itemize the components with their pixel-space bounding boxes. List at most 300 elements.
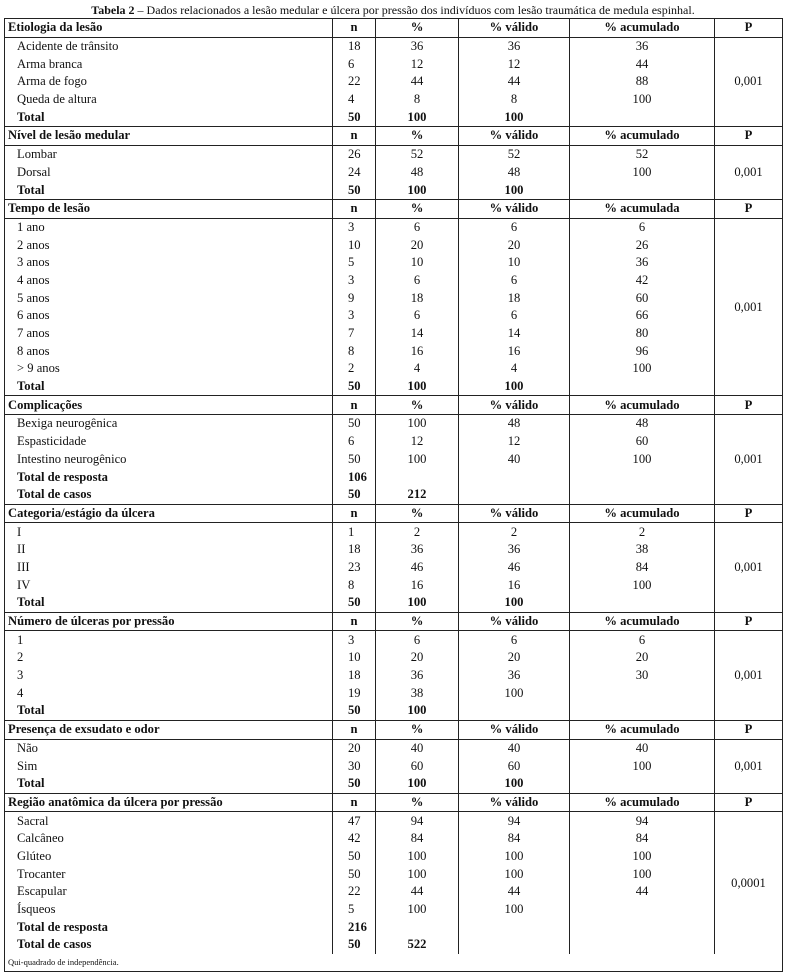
cell-pct: 8 [376, 91, 459, 109]
column-header: n [333, 504, 376, 523]
column-header: % acumulado [570, 127, 715, 146]
column-header: n [333, 199, 376, 218]
column-header: n [333, 19, 376, 38]
cell-valid [459, 936, 570, 954]
column-header: % válido [459, 396, 570, 415]
section-header [5, 504, 783, 523]
row-label: 2 anos [5, 236, 333, 254]
row-label: Lombar [5, 145, 333, 163]
cell-n: 50 [333, 378, 376, 396]
cell-valid [459, 702, 570, 720]
table-row [5, 667, 783, 685]
column-header: % acumulado [570, 720, 715, 739]
cell-cum: 60 [570, 289, 715, 307]
cell-n: 22 [333, 73, 376, 91]
section-title: Nível de lesão medular [5, 127, 333, 146]
table-row [5, 289, 783, 307]
section-header [5, 396, 783, 415]
cell-n: 50 [333, 486, 376, 504]
cell-cum: 42 [570, 272, 715, 290]
cell-n: 216 [333, 918, 376, 936]
cell-valid: 100 [459, 684, 570, 702]
p-value: 0,001 [715, 37, 783, 126]
cell-cum: 80 [570, 325, 715, 343]
cell-n: 9 [333, 289, 376, 307]
cell-valid: 84 [459, 830, 570, 848]
cell-pct: 94 [376, 812, 459, 830]
row-label: Calcâneo [5, 830, 333, 848]
cell-valid: 6 [459, 307, 570, 325]
section-title: Etiologia da lesão [5, 19, 333, 38]
cell-n: 18 [333, 667, 376, 685]
cell-pct: 20 [376, 649, 459, 667]
cell-n: 50 [333, 594, 376, 612]
cell-pct [376, 918, 459, 936]
cell-valid: 100 [459, 901, 570, 919]
cell-n: 50 [333, 108, 376, 126]
cell-cum [570, 468, 715, 486]
column-header: P [715, 19, 783, 38]
cell-pct: 100 [376, 901, 459, 919]
cell-n: 47 [333, 812, 376, 830]
table-row [5, 468, 783, 486]
cell-pct: 84 [376, 830, 459, 848]
cell-pct: 44 [376, 73, 459, 91]
cell-pct: 100 [376, 865, 459, 883]
cell-valid: 18 [459, 289, 570, 307]
row-label: Intestino neurogênico [5, 451, 333, 469]
cell-n: 50 [333, 936, 376, 954]
cell-valid: 14 [459, 325, 570, 343]
row-label: Escapular [5, 883, 333, 901]
cell-n: 20 [333, 739, 376, 757]
cell-valid: 12 [459, 55, 570, 73]
column-header: n [333, 127, 376, 146]
row-label: 2 [5, 649, 333, 667]
row-label: 1 [5, 631, 333, 649]
section-title: Número de úlceras por pressão [5, 612, 333, 631]
row-label: 7 anos [5, 325, 333, 343]
cell-valid: 20 [459, 649, 570, 667]
cell-valid: 16 [459, 342, 570, 360]
column-header: % [376, 612, 459, 631]
cell-n: 50 [333, 775, 376, 793]
cell-n: 23 [333, 559, 376, 577]
cell-cum [570, 901, 715, 919]
table-row [5, 451, 783, 469]
cell-valid: 100 [459, 594, 570, 612]
table-row [5, 865, 783, 883]
cell-valid: 40 [459, 739, 570, 757]
cell-n: 50 [333, 865, 376, 883]
table-row [5, 218, 783, 236]
cell-cum: 26 [570, 236, 715, 254]
section-title: Complicações [5, 396, 333, 415]
cell-valid: 100 [459, 848, 570, 866]
table-row [5, 918, 783, 936]
cell-valid: 6 [459, 218, 570, 236]
cell-cum [570, 486, 715, 504]
column-header: % válido [459, 720, 570, 739]
row-label: Trocanter [5, 865, 333, 883]
row-label: Total [5, 594, 333, 612]
cell-cum: 84 [570, 559, 715, 577]
row-label: Total [5, 181, 333, 199]
row-label: IV [5, 576, 333, 594]
row-label: Glúteo [5, 848, 333, 866]
cell-valid: 36 [459, 37, 570, 55]
table-row [5, 576, 783, 594]
cell-cum: 94 [570, 812, 715, 830]
column-header: % acumulado [570, 19, 715, 38]
cell-cum: 100 [570, 91, 715, 109]
table-row [5, 883, 783, 901]
p-value: 0,001 [715, 523, 783, 612]
cell-pct [376, 468, 459, 486]
row-label: Total de resposta [5, 468, 333, 486]
row-label: Total de resposta [5, 918, 333, 936]
cell-n: 18 [333, 541, 376, 559]
row-label: Sacral [5, 812, 333, 830]
cell-n: 3 [333, 218, 376, 236]
cell-cum [570, 684, 715, 702]
cell-pct: 100 [376, 451, 459, 469]
cell-n: 106 [333, 468, 376, 486]
cell-valid: 100 [459, 181, 570, 199]
column-header: % válido [459, 793, 570, 812]
cell-pct: 6 [376, 272, 459, 290]
cell-cum: 38 [570, 541, 715, 559]
cell-valid: 40 [459, 451, 570, 469]
table-row [5, 559, 783, 577]
cell-valid: 16 [459, 576, 570, 594]
section-header [5, 720, 783, 739]
table-row [5, 702, 783, 720]
row-label: I [5, 523, 333, 541]
table-row [5, 108, 783, 126]
cell-cum: 44 [570, 55, 715, 73]
cell-valid [459, 468, 570, 486]
table-row [5, 541, 783, 559]
cell-pct: 100 [376, 108, 459, 126]
cell-pct: 40 [376, 739, 459, 757]
table-row [5, 325, 783, 343]
cell-pct: 6 [376, 631, 459, 649]
cell-cum: 60 [570, 433, 715, 451]
table-row [5, 848, 783, 866]
column-header: % acumulado [570, 504, 715, 523]
cell-pct: 60 [376, 757, 459, 775]
table-row [5, 812, 783, 830]
row-label: Sim [5, 757, 333, 775]
cell-cum: 6 [570, 631, 715, 649]
row-label: > 9 anos [5, 360, 333, 378]
cell-cum [570, 594, 715, 612]
cell-pct: 46 [376, 559, 459, 577]
cell-pct: 100 [376, 594, 459, 612]
row-label: 5 anos [5, 289, 333, 307]
cell-pct: 6 [376, 307, 459, 325]
section-header [5, 199, 783, 218]
cell-n: 19 [333, 684, 376, 702]
cell-n: 3 [333, 272, 376, 290]
column-header: % válido [459, 504, 570, 523]
cell-valid: 8 [459, 91, 570, 109]
cell-pct: 36 [376, 541, 459, 559]
cell-pct: 14 [376, 325, 459, 343]
column-header: n [333, 396, 376, 415]
cell-n: 8 [333, 342, 376, 360]
column-header: % válido [459, 199, 570, 218]
table-row [5, 164, 783, 182]
cell-valid: 46 [459, 559, 570, 577]
table-row [5, 433, 783, 451]
cell-cum: 84 [570, 830, 715, 848]
row-label: 8 anos [5, 342, 333, 360]
cell-n: 10 [333, 236, 376, 254]
cell-n: 5 [333, 901, 376, 919]
section-header [5, 127, 783, 146]
p-value: 0,001 [715, 631, 783, 720]
table-caption [4, 2, 782, 18]
column-header: P [715, 127, 783, 146]
cell-cum: 100 [570, 757, 715, 775]
cell-pct: 100 [376, 848, 459, 866]
table-row [5, 91, 783, 109]
column-header: % [376, 19, 459, 38]
row-label: Acidente de trânsito [5, 37, 333, 55]
cell-valid [459, 486, 570, 504]
row-label: Total [5, 702, 333, 720]
cell-n: 50 [333, 848, 376, 866]
cell-valid: 20 [459, 236, 570, 254]
column-header: % acumulado [570, 793, 715, 812]
row-label: Ísqueos [5, 901, 333, 919]
table-row [5, 739, 783, 757]
column-header: % [376, 396, 459, 415]
column-header: % acumulada [570, 199, 715, 218]
row-label: II [5, 541, 333, 559]
cell-pct: 36 [376, 37, 459, 55]
row-label: Total [5, 378, 333, 396]
cell-valid: 6 [459, 631, 570, 649]
cell-n: 50 [333, 702, 376, 720]
table-row [5, 936, 783, 954]
cell-valid: 60 [459, 757, 570, 775]
row-label: 4 [5, 684, 333, 702]
table-row [5, 145, 783, 163]
cell-n: 18 [333, 37, 376, 55]
row-label: Bexiga neurogênica [5, 415, 333, 433]
row-label: 3 anos [5, 254, 333, 272]
cell-pct: 36 [376, 667, 459, 685]
cell-pct: 6 [376, 218, 459, 236]
cell-cum: 40 [570, 739, 715, 757]
cell-n: 50 [333, 415, 376, 433]
cell-n: 6 [333, 433, 376, 451]
p-value: 0,001 [715, 218, 783, 396]
cell-cum: 2 [570, 523, 715, 541]
cell-n: 24 [333, 164, 376, 182]
column-header: % [376, 793, 459, 812]
cell-cum [570, 702, 715, 720]
table-row [5, 757, 783, 775]
table-row [5, 415, 783, 433]
cell-n: 6 [333, 55, 376, 73]
section-header [5, 612, 783, 631]
row-label: 3 [5, 667, 333, 685]
cell-pct: 20 [376, 236, 459, 254]
column-header: n [333, 612, 376, 631]
cell-pct: 12 [376, 433, 459, 451]
cell-cum: 48 [570, 415, 715, 433]
cell-cum: 88 [570, 73, 715, 91]
row-label: 6 anos [5, 307, 333, 325]
cell-cum: 36 [570, 37, 715, 55]
column-header: % [376, 127, 459, 146]
column-header: % válido [459, 612, 570, 631]
cell-pct: 52 [376, 145, 459, 163]
section-title: Categoria/estágio da úlcera [5, 504, 333, 523]
cell-pct: 12 [376, 55, 459, 73]
cell-valid: 100 [459, 108, 570, 126]
cell-pct: 100 [376, 702, 459, 720]
cell-cum: 96 [570, 342, 715, 360]
section-title: Região anatômica da úlcera por pressão [5, 793, 333, 812]
table-row [5, 37, 783, 55]
table-row [5, 523, 783, 541]
table-row [5, 830, 783, 848]
cell-valid: 48 [459, 164, 570, 182]
cell-valid: 94 [459, 812, 570, 830]
cell-n: 26 [333, 145, 376, 163]
table-row [5, 631, 783, 649]
section-title: Presença de exsudato e odor [5, 720, 333, 739]
cell-pct: 100 [376, 181, 459, 199]
cell-cum: 100 [570, 164, 715, 182]
data-table [4, 18, 783, 972]
cell-n: 50 [333, 181, 376, 199]
cell-cum [570, 936, 715, 954]
cell-valid [459, 918, 570, 936]
cell-n: 10 [333, 649, 376, 667]
cell-cum: 66 [570, 307, 715, 325]
row-label: Arma branca [5, 55, 333, 73]
cell-n: 5 [333, 254, 376, 272]
column-header: P [715, 199, 783, 218]
row-label: III [5, 559, 333, 577]
column-header: % acumulado [570, 612, 715, 631]
cell-valid: 6 [459, 272, 570, 290]
cell-pct: 38 [376, 684, 459, 702]
section-header [5, 793, 783, 812]
table-row [5, 254, 783, 272]
cell-n: 8 [333, 576, 376, 594]
column-header: % acumulado [570, 396, 715, 415]
cell-cum: 44 [570, 883, 715, 901]
cell-n: 22 [333, 883, 376, 901]
p-value: 0,001 [715, 415, 783, 504]
cell-cum: 52 [570, 145, 715, 163]
cell-pct: 48 [376, 164, 459, 182]
column-header: P [715, 396, 783, 415]
cell-cum: 100 [570, 576, 715, 594]
cell-n: 2 [333, 360, 376, 378]
table-row [5, 486, 783, 504]
cell-cum: 100 [570, 451, 715, 469]
table-body [5, 19, 783, 954]
p-value: 0,001 [715, 145, 783, 199]
cell-pct: 16 [376, 342, 459, 360]
cell-pct: 522 [376, 936, 459, 954]
cell-n: 3 [333, 307, 376, 325]
table-row [5, 272, 783, 290]
cell-cum [570, 775, 715, 793]
table-footnote: Qui-quadrado de independência. [5, 954, 783, 972]
cell-cum: 6 [570, 218, 715, 236]
row-label: Espasticidade [5, 433, 333, 451]
cell-cum: 36 [570, 254, 715, 272]
cell-valid: 100 [459, 775, 570, 793]
row-label: 4 anos [5, 272, 333, 290]
row-label: Total de casos [5, 486, 333, 504]
table-row [5, 236, 783, 254]
p-value: 0,0001 [715, 812, 783, 954]
column-header: % [376, 504, 459, 523]
cell-n: 1 [333, 523, 376, 541]
cell-cum: 30 [570, 667, 715, 685]
column-header: % [376, 720, 459, 739]
cell-pct: 44 [376, 883, 459, 901]
table-row [5, 594, 783, 612]
table-figure [4, 2, 782, 972]
cell-valid: 44 [459, 883, 570, 901]
cell-n: 7 [333, 325, 376, 343]
column-header: P [715, 504, 783, 523]
column-header: % [376, 199, 459, 218]
cell-cum: 100 [570, 848, 715, 866]
cell-valid: 12 [459, 433, 570, 451]
row-label: 1 ano [5, 218, 333, 236]
table-row [5, 55, 783, 73]
row-label: Total [5, 108, 333, 126]
cell-cum: 20 [570, 649, 715, 667]
table-row [5, 684, 783, 702]
table-row [5, 307, 783, 325]
table-row [5, 181, 783, 199]
cell-pct: 100 [376, 775, 459, 793]
column-header: % válido [459, 127, 570, 146]
table-row [5, 649, 783, 667]
cell-cum [570, 918, 715, 936]
cell-cum [570, 378, 715, 396]
cell-cum [570, 108, 715, 126]
cell-n: 30 [333, 757, 376, 775]
cell-valid: 100 [459, 378, 570, 396]
column-header: n [333, 793, 376, 812]
cell-pct: 212 [376, 486, 459, 504]
cell-valid: 48 [459, 415, 570, 433]
cell-pct: 2 [376, 523, 459, 541]
cell-pct: 18 [376, 289, 459, 307]
cell-valid: 36 [459, 667, 570, 685]
cell-valid: 2 [459, 523, 570, 541]
cell-pct: 100 [376, 415, 459, 433]
column-header: n [333, 720, 376, 739]
row-label: Total de casos [5, 936, 333, 954]
cell-valid: 36 [459, 541, 570, 559]
cell-valid: 52 [459, 145, 570, 163]
